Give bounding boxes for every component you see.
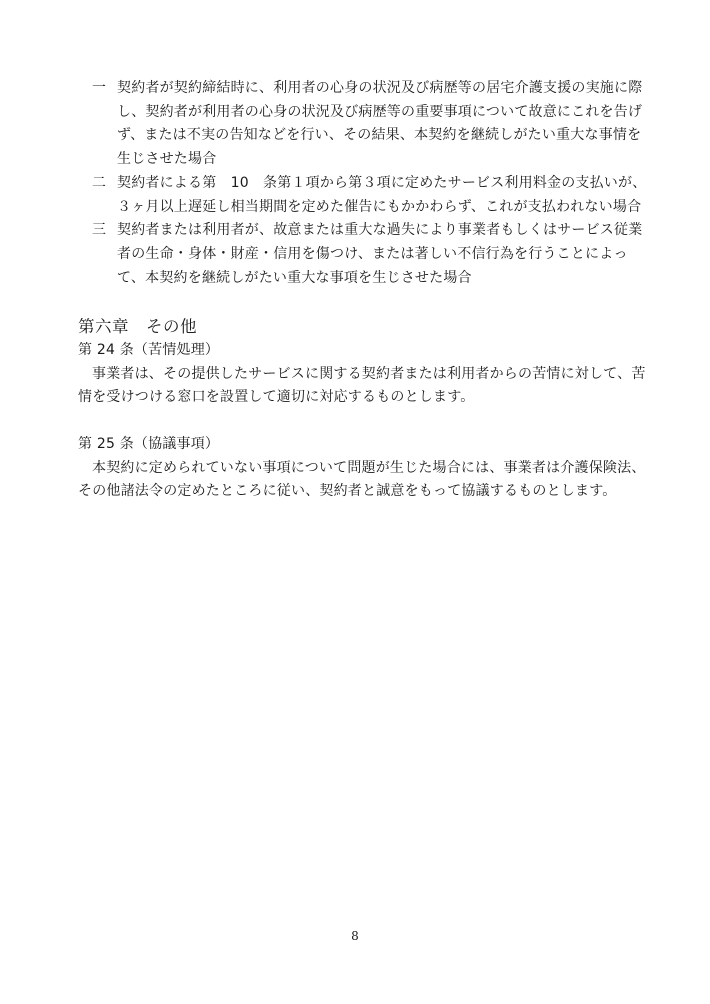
chapter-title: 第六章 その他	[78, 317, 197, 336]
article-body: 本契約に定められていない事項について問題が生じた場合には、事業者は介護保険法、その他諸法令の定めたところに従い、契約者と誠意をもって協議するものとします。	[78, 459, 646, 500]
list-item	[92, 77, 652, 172]
list-item-text: 契約者による第 10 条第１項から第３項に定めたサービス利用料金の支払いが、３ヶ月以上遅延し相当期間を定めた催告にもかかわらず、これが支払われない場合	[117, 174, 647, 215]
list-item-text: 契約者が契約締結時に、利用者の心身の状況及び病歴等の居宅介護支援の実施に際し、契約者が利用者の心身の状況及び病歴等の重要事項について故意にこれを告げず、または不実の告知などを行い、その結果、本契約を継続しがたい重大な事情を生じさせた場合	[117, 80, 643, 168]
list-item-marker: 三	[92, 222, 107, 239]
page-number: 8	[351, 929, 359, 943]
article-25	[78, 433, 658, 504]
article-heading: 第 24 条（苦情処理）	[78, 342, 220, 358]
list-item-text: 契約者または利用者が、故意または重大な過失により事業者もしくはサービス従業者の生命・身体・財産・信用を傷つけ、または著しい不信行為を行うことによって、本契約を継続しがたい重大な事項を生じさせた場合	[117, 222, 643, 286]
article-body: 事業者は、その提供したサービスに関する契約者または利用者からの苦情に対して、苦情を受けつける窓口を設置して適切に対応するものとします。	[78, 365, 646, 406]
list-item	[92, 172, 652, 219]
termination-conditions-list	[92, 77, 652, 290]
list-item	[92, 219, 652, 290]
article-heading: 第 25 条（協議事項）	[78, 436, 220, 452]
list-item-marker: 一	[92, 80, 107, 96]
article-24	[78, 339, 658, 410]
list-item-marker: 二	[92, 174, 107, 191]
